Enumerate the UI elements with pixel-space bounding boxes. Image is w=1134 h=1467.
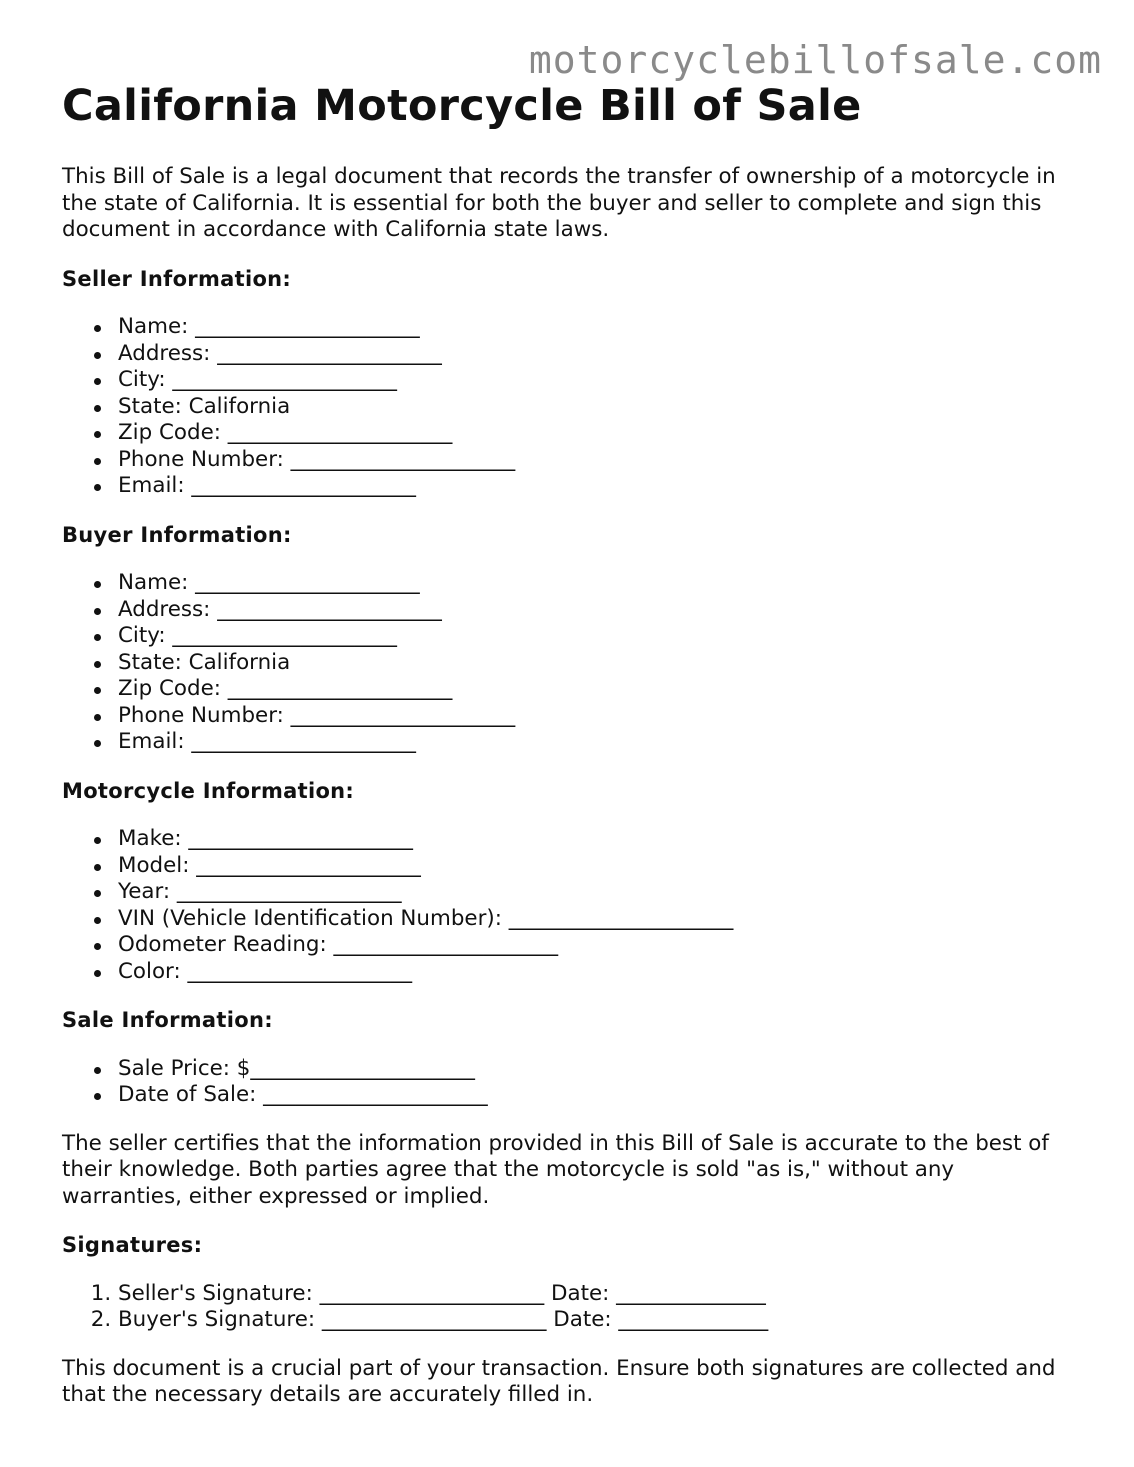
sale-date-field: Date of Sale: _____________________ [118,1082,1072,1109]
sale-list [62,1056,1072,1109]
signatures-heading: Signatures: [62,1233,203,1257]
watermark: motorcyclebillofsale.com [528,38,1102,82]
buyer-state-field: State: California [118,650,1072,677]
seller-list [62,314,1072,500]
motorcycle-heading: Motorcycle Information: [62,778,355,803]
sale-price-field: Sale Price: $_____________________ [118,1056,1072,1083]
buyer-city-field: City: _____________________ [118,623,1072,650]
seller-heading: Seller Information: [62,266,292,291]
seller-name-field: Name: _____________________ [118,314,1072,341]
motorcycle-color-field: Color: _____________________ [118,959,1072,986]
buyer-list [62,570,1072,756]
motorcycle-model-field: Model: _____________________ [118,853,1072,880]
buyer-phone-field: Phone Number: _____________________ [118,703,1072,730]
motorcycle-year-field: Year: _____________________ [118,879,1072,906]
motorcycle-make-field: Make: _____________________ [118,826,1072,853]
signatures-list [62,1281,1072,1334]
intro-paragraph: This Bill of Sale is a legal document that records the transfer of ownership of a motorcycle in the state of California. It is essential for both the buyer and seller to complete and sign this document in accordance with California state laws. [62,164,1056,242]
buyer-email-field: Email: _____________________ [118,729,1072,756]
document-title: California Motorcycle Bill of Sale [62,81,862,131]
buyer-signature-line: 2. Buyer's Signature: _____________________ Date: ______________ [118,1307,1072,1334]
document-page [62,78,1072,1409]
seller-signature-line: 1. Seller's Signature: _____________________ Date: ______________ [118,1281,1072,1308]
seller-zip-field: Zip Code: _____________________ [118,420,1072,447]
motorcycle-list [62,826,1072,985]
motorcycle-odometer-field: Odometer Reading: _____________________ [118,932,1072,959]
seller-address-field: Address: _____________________ [118,341,1072,368]
seller-city-field: City: _____________________ [118,367,1072,394]
closing-paragraph: This document is a crucial part of your transaction. Ensure both signatures are collected and that the necessary details are accurately filled in. [62,1355,1056,1407]
motorcycle-vin-field: VIN (Vehicle Identification Number): _____________________ [118,906,1072,933]
sale-heading: Sale Information: [62,1008,273,1032]
buyer-address-field: Address: _____________________ [118,597,1072,624]
buyer-name-field: Name: _____________________ [118,570,1072,597]
certification-paragraph: The seller certifies that the information provided in this Bill of Sale is accurate to the best of their knowledge. Both parties agree that the motorcycle is sold "as is," without any warranties, either expressed or implied. [62,1130,1049,1209]
seller-email-field: Email: _____________________ [118,473,1072,500]
seller-state-field: State: California [118,394,1072,421]
buyer-heading: Buyer Information: [62,522,292,547]
buyer-zip-field: Zip Code: _____________________ [118,676,1072,703]
seller-phone-field: Phone Number: _____________________ [118,447,1072,474]
